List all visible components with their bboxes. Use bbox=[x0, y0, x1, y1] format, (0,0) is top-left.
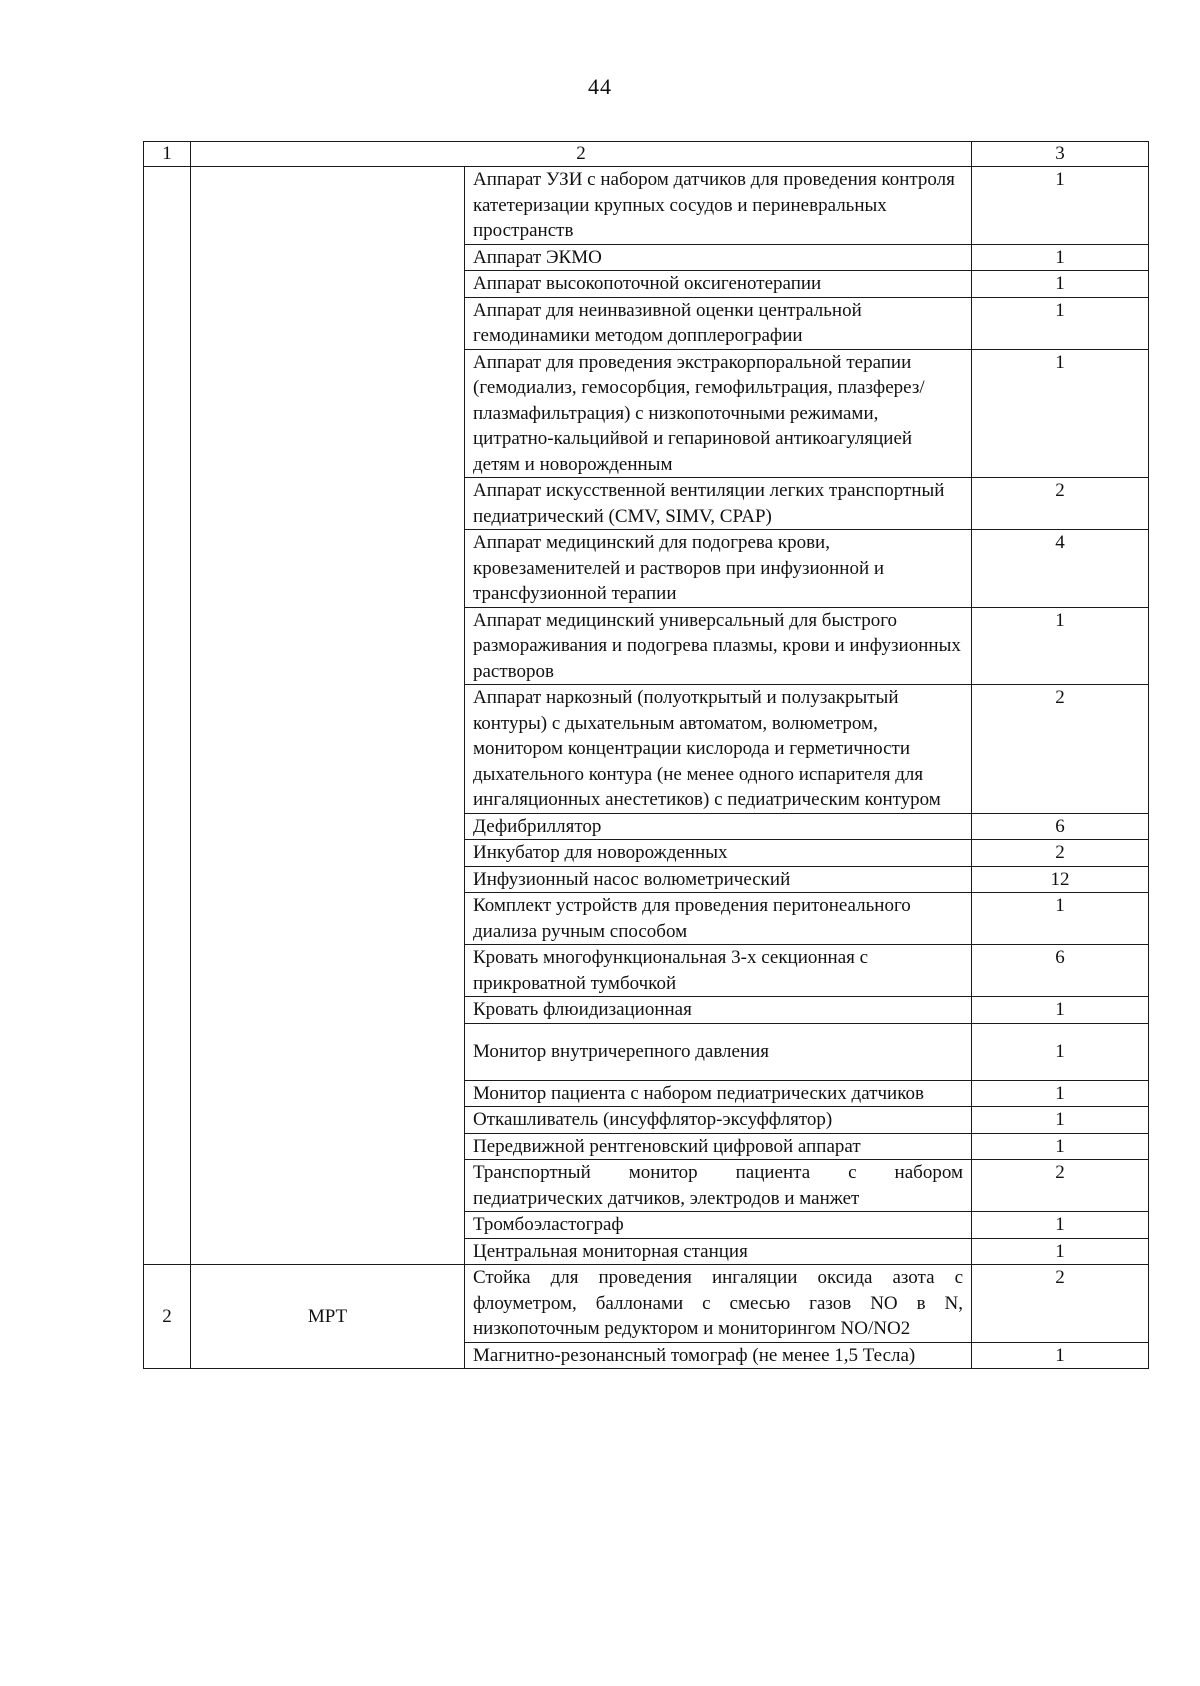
equipment-name-cell: Аппарат искусственной вентиляции легких транспортный педиатрический (CMV, SIMV, CPAP) bbox=[465, 478, 972, 530]
equipment-name-cell: Инфузионный насос волюметрический bbox=[465, 866, 972, 893]
equipment-name-cell: Аппарат для проведения экстракорпоральной терапии (гемодиализ, гемосорбция, гемофильтрация, плазферез/плазмафильтрация) с низкопоточными режимами, цитратно-кальцийвой и гепариновой антикоагуляцией детям и новорожденным bbox=[465, 349, 972, 478]
equipment-quantity-cell: 1 bbox=[972, 997, 1149, 1024]
equipment-quantity-cell: 12 bbox=[972, 866, 1149, 893]
equipment-name-cell: Монитор внутричерепного давления bbox=[465, 1023, 972, 1080]
equipment-quantity-cell: 4 bbox=[972, 530, 1149, 608]
equipment-name-cell: Кровать многофункциональная 3-х секционная с прикроватной тумбочкой bbox=[465, 945, 972, 997]
equipment-name-cell: Транспортный монитор пациента с набором педиатрических датчиков, электродов и манжет bbox=[465, 1160, 972, 1212]
equipment-name-cell: Аппарат УЗИ с набором датчиков для проведения контроля катетеризации крупных сосудов и периневральных пространств bbox=[465, 167, 972, 245]
equipment-name-cell: Аппарат высокопоточной оксигенотерапии bbox=[465, 271, 972, 298]
header-cell-3: 3 bbox=[972, 142, 1149, 167]
equipment-name-cell: Аппарат ЭКМО bbox=[465, 244, 972, 271]
equipment-name-cell: Инкубатор для новорожденных bbox=[465, 840, 972, 867]
equipment-name-cell: Центральная мониторная станция bbox=[465, 1238, 972, 1265]
equipment-name-cell: Аппарат медицинский универсальный для быстрого размораживания и подогрева плазмы, крови и инфузионных растворов bbox=[465, 607, 972, 685]
equipment-name-cell: Кровать флюидизационная bbox=[465, 997, 972, 1024]
row-number-cell bbox=[144, 167, 191, 1265]
header-cell-2: 2 bbox=[191, 142, 972, 167]
equipment-quantity-cell: 1 bbox=[972, 893, 1149, 945]
equipment-quantity-cell: 2 bbox=[972, 1265, 1149, 1343]
equipment-quantity-cell: 1 bbox=[972, 297, 1149, 349]
equipment-name-cell: Откашливатель (инсуффлятор-эксуффлятор) bbox=[465, 1107, 972, 1134]
equipment-name-cell: Дефибриллятор bbox=[465, 813, 972, 840]
equipment-name-cell: Стойка для проведения ингаляции оксида азота с флоуметром, баллонами с смесью газов NO в N, низкопоточным редуктором и мониторингом NO/NO2 bbox=[465, 1265, 972, 1343]
equipment-quantity-cell: 1 bbox=[972, 1342, 1149, 1369]
equipment-quantity-cell: 1 bbox=[972, 167, 1149, 245]
equipment-name-cell: Монитор пациента с набором педиатрических датчиков bbox=[465, 1080, 972, 1107]
equipment-name-cell: Аппарат медицинский для подогрева крови, кровезаменителей и растворов при инфузионной и трансфузионной терапии bbox=[465, 530, 972, 608]
section-name-cell: МРТ bbox=[191, 1265, 465, 1369]
page-number: 44 bbox=[588, 74, 612, 99]
equipment-name-cell: Комплект устройств для проведения перитонеального диализа ручным способом bbox=[465, 893, 972, 945]
equipment-quantity-cell: 1 bbox=[972, 1212, 1149, 1239]
equipment-quantity-cell: 1 bbox=[972, 271, 1149, 298]
equipment-quantity-cell: 1 bbox=[972, 1107, 1149, 1134]
equipment-name-cell: Магнитно-резонансный томограф (не менее 1,5 Тесла) bbox=[465, 1342, 972, 1369]
section-name-cell bbox=[191, 167, 465, 1265]
equipment-quantity-cell: 2 bbox=[972, 685, 1149, 814]
equipment-name-cell: Аппарат наркозный (полуоткрытый и полузакрытый контуры) с дыхательным автоматом, волюметром, монитором концентрации кислорода и герметичности дыхательного контура (не менее одного испарителя для ингаляционных анестетиков) с педиатрическим контуром bbox=[465, 685, 972, 814]
equipment-quantity-cell: 6 bbox=[972, 813, 1149, 840]
table-header-row bbox=[144, 142, 1149, 167]
equipment-quantity-cell: 1 bbox=[972, 244, 1149, 271]
equipment-name-cell: Аппарат для неинвазивной оценки центральной гемодинамики методом допплерографии bbox=[465, 297, 972, 349]
equipment-quantity-cell: 1 bbox=[972, 1023, 1149, 1080]
equipment-quantity-cell: 6 bbox=[972, 945, 1149, 997]
equipment-quantity-cell: 2 bbox=[972, 840, 1149, 867]
equipment-quantity-cell: 1 bbox=[972, 349, 1149, 478]
equipment-quantity-cell: 2 bbox=[972, 1160, 1149, 1212]
equipment-quantity-cell: 1 bbox=[972, 1238, 1149, 1265]
table-row bbox=[144, 167, 1149, 245]
equipment-quantity-cell: 1 bbox=[972, 1080, 1149, 1107]
equipment-quantity-cell: 1 bbox=[972, 1133, 1149, 1160]
equipment-name-cell: Тромбоэластограф bbox=[465, 1212, 972, 1239]
equipment-quantity-cell: 2 bbox=[972, 478, 1149, 530]
equipment-quantity-cell: 1 bbox=[972, 607, 1149, 685]
row-number-cell: 2 bbox=[144, 1265, 191, 1369]
equipment-name-cell: Передвижной рентгеновский цифровой аппарат bbox=[465, 1133, 972, 1160]
header-cell-1: 1 bbox=[144, 142, 191, 167]
table-row bbox=[144, 1265, 1149, 1343]
equipment-table bbox=[143, 141, 1149, 1369]
